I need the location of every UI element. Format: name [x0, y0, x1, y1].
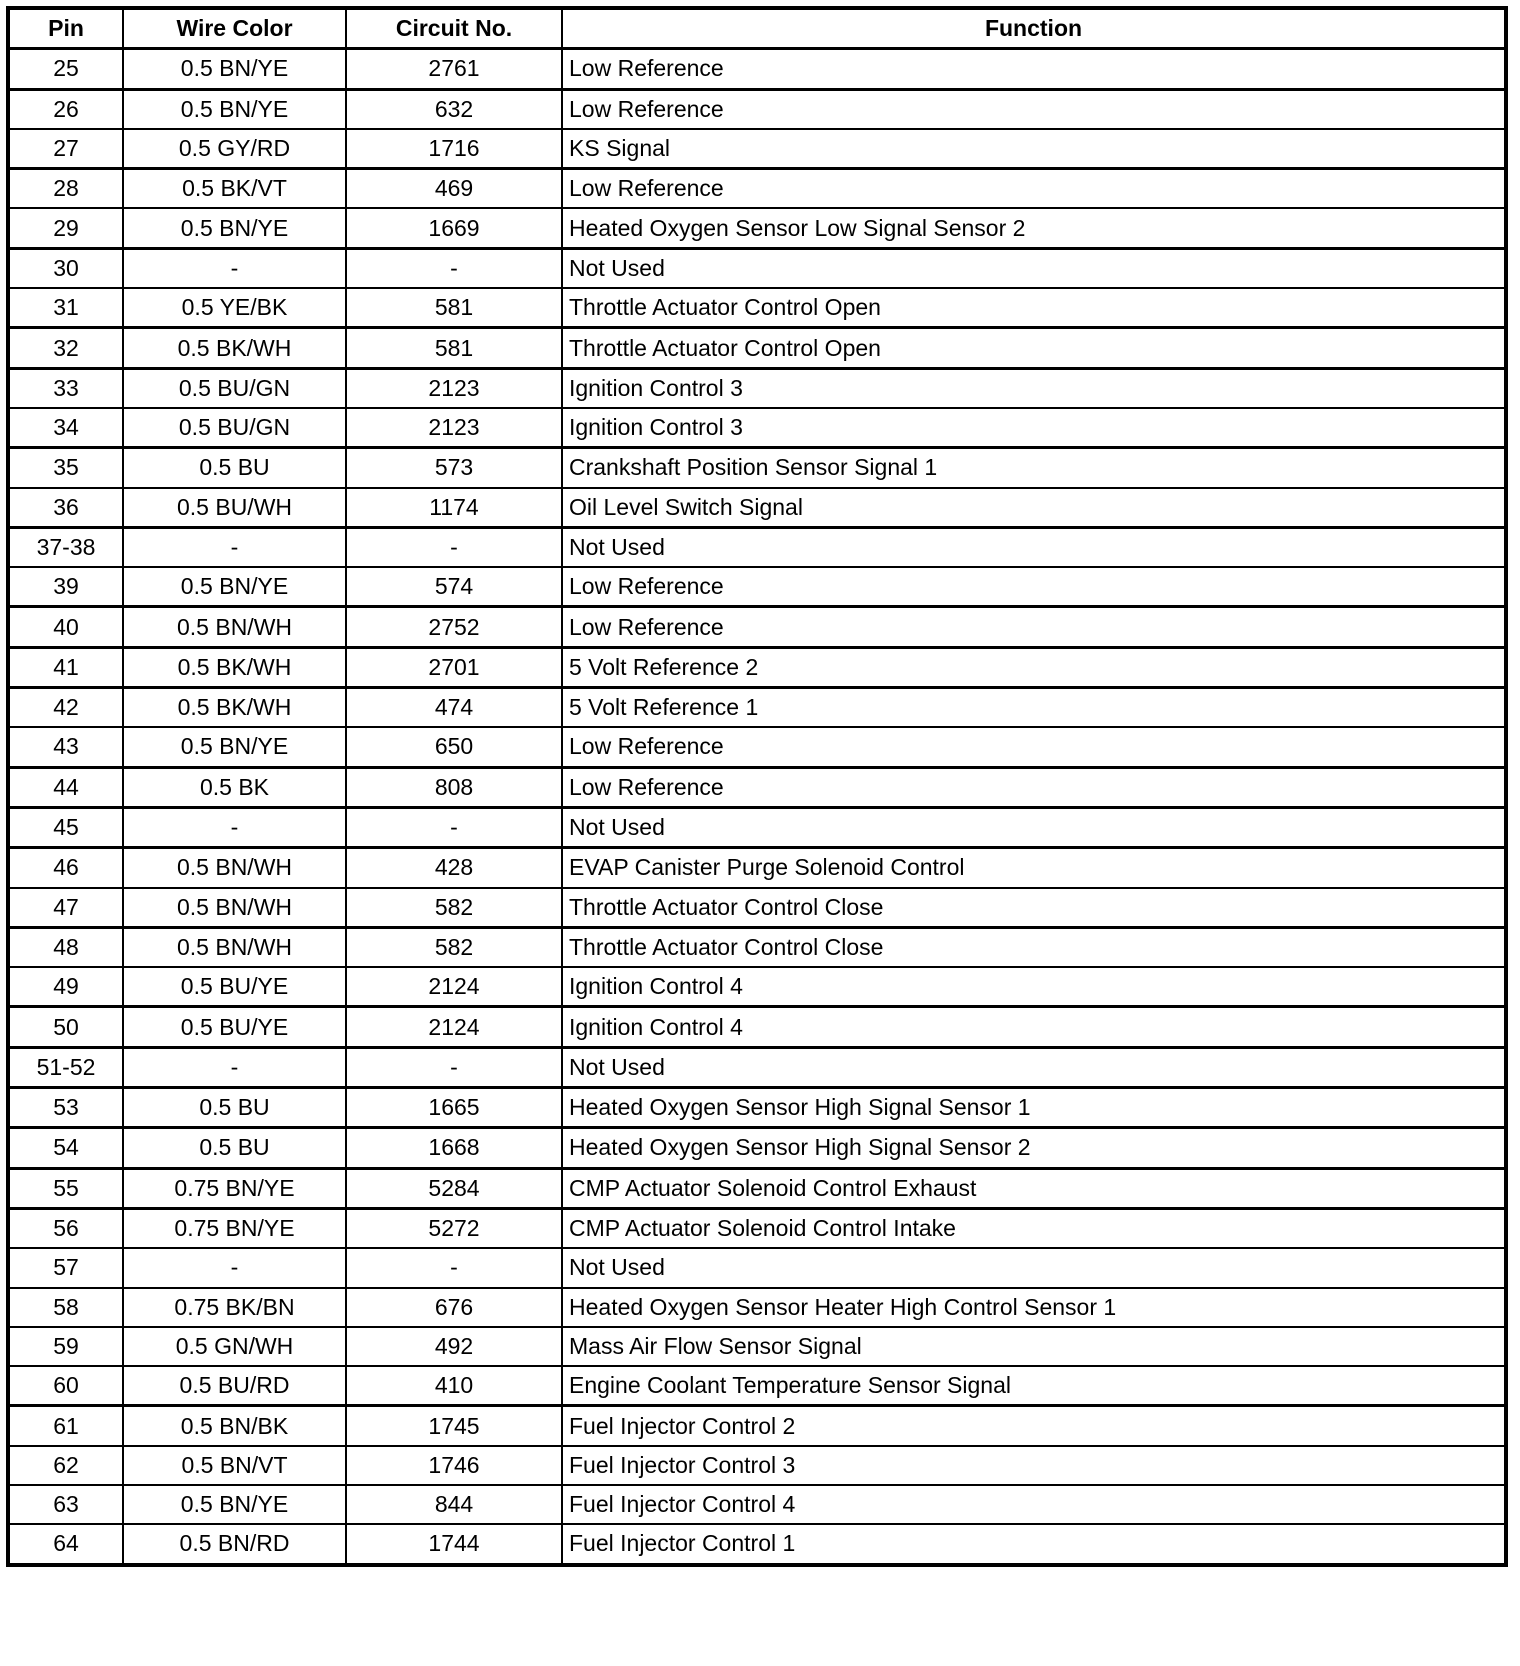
circuit-no-cell: -	[346, 1248, 562, 1287]
wire-color-cell: 0.5 BK/WH	[123, 688, 346, 728]
pin-cell: 41	[8, 647, 123, 687]
wire-color-cell: 0.5 BU/GN	[123, 408, 346, 448]
pin-cell: 57	[8, 1248, 123, 1287]
circuit-no-cell: 632	[346, 89, 562, 129]
table-row	[8, 1366, 1506, 1406]
function-cell: Fuel Injector Control 1	[562, 1524, 1506, 1564]
table-row	[8, 727, 1506, 767]
table-row	[8, 89, 1506, 129]
circuit-no-cell: 574	[346, 567, 562, 607]
function-cell: Engine Coolant Temperature Sensor Signal	[562, 1366, 1506, 1406]
wire-color-cell: 0.5 BN/WH	[123, 607, 346, 647]
function-cell: Fuel Injector Control 4	[562, 1485, 1506, 1524]
table-body	[8, 49, 1506, 1565]
function-cell: Low Reference	[562, 607, 1506, 647]
pin-cell: 53	[8, 1088, 123, 1128]
function-cell: 5 Volt Reference 2	[562, 647, 1506, 687]
header-wire-color: Wire Color	[123, 8, 346, 49]
function-cell: CMP Actuator Solenoid Control Exhaust	[562, 1168, 1506, 1208]
wire-color-cell: -	[123, 527, 346, 567]
wire-color-cell: -	[123, 807, 346, 847]
header-function: Function	[562, 8, 1506, 49]
pin-cell: 64	[8, 1524, 123, 1564]
function-cell: Heated Oxygen Sensor Low Signal Sensor 2	[562, 208, 1506, 248]
wire-color-cell: 0.75 BN/YE	[123, 1168, 346, 1208]
function-cell: Fuel Injector Control 2	[562, 1406, 1506, 1446]
pin-cell: 56	[8, 1208, 123, 1248]
circuit-no-cell: 2123	[346, 408, 562, 448]
table-row	[8, 288, 1506, 328]
table-row	[8, 1007, 1506, 1047]
header-row	[8, 8, 1506, 49]
function-cell: Heated Oxygen Sensor High Signal Sensor 1	[562, 1088, 1506, 1128]
table-row	[8, 807, 1506, 847]
table-row	[8, 1208, 1506, 1248]
circuit-no-cell: -	[346, 248, 562, 288]
pin-cell: 37-38	[8, 527, 123, 567]
function-cell: Ignition Control 4	[562, 967, 1506, 1007]
table-row	[8, 129, 1506, 169]
wire-color-cell: 0.5 YE/BK	[123, 288, 346, 328]
wire-color-cell: 0.5 BN/WH	[123, 888, 346, 928]
wire-color-cell: -	[123, 248, 346, 288]
function-cell: Crankshaft Position Sensor Signal 1	[562, 448, 1506, 488]
table-row	[8, 767, 1506, 807]
circuit-no-cell: 5272	[346, 1208, 562, 1248]
wire-color-cell: 0.5 BN/WH	[123, 927, 346, 967]
wire-color-cell: 0.5 BK/WH	[123, 647, 346, 687]
wire-color-cell: 0.5 BK/VT	[123, 169, 346, 209]
wire-color-cell: 0.5 BN/YE	[123, 49, 346, 89]
table-row	[8, 49, 1506, 89]
table-row	[8, 927, 1506, 967]
circuit-no-cell: 1746	[346, 1446, 562, 1485]
circuit-no-cell: 844	[346, 1485, 562, 1524]
function-cell: Low Reference	[562, 727, 1506, 767]
pin-cell: 36	[8, 488, 123, 528]
function-cell: Mass Air Flow Sensor Signal	[562, 1327, 1506, 1366]
circuit-no-cell: 492	[346, 1327, 562, 1366]
wire-color-cell: 0.5 GN/WH	[123, 1327, 346, 1366]
wire-color-cell: 0.5 BN/BK	[123, 1406, 346, 1446]
pin-cell: 35	[8, 448, 123, 488]
wire-color-cell: 0.5 GY/RD	[123, 129, 346, 169]
pin-cell: 29	[8, 208, 123, 248]
circuit-no-cell: -	[346, 527, 562, 567]
circuit-no-cell: 1174	[346, 488, 562, 528]
wire-color-cell: 0.5 BN/YE	[123, 1485, 346, 1524]
circuit-no-cell: 410	[346, 1366, 562, 1406]
circuit-no-cell: 2701	[346, 647, 562, 687]
circuit-no-cell: 573	[346, 448, 562, 488]
circuit-no-cell: 1668	[346, 1128, 562, 1168]
pin-cell: 49	[8, 967, 123, 1007]
wire-color-cell: 0.5 BN/VT	[123, 1446, 346, 1485]
function-cell: Ignition Control 3	[562, 408, 1506, 448]
table-row	[8, 328, 1506, 368]
circuit-no-cell: 2752	[346, 607, 562, 647]
header-pin: Pin	[8, 8, 123, 49]
table-row	[8, 1128, 1506, 1168]
circuit-no-cell: -	[346, 1047, 562, 1087]
circuit-no-cell: 1665	[346, 1088, 562, 1128]
function-cell: Low Reference	[562, 49, 1506, 89]
circuit-no-cell: 1716	[346, 129, 562, 169]
circuit-no-cell: 650	[346, 727, 562, 767]
pin-cell: 54	[8, 1128, 123, 1168]
function-cell: CMP Actuator Solenoid Control Intake	[562, 1208, 1506, 1248]
table-row	[8, 1168, 1506, 1208]
circuit-no-cell: 2123	[346, 368, 562, 408]
pin-cell: 30	[8, 248, 123, 288]
connector-pinout-table	[6, 6, 1508, 1567]
function-cell: Not Used	[562, 1248, 1506, 1287]
table-row	[8, 1524, 1506, 1564]
function-cell: Throttle Actuator Control Open	[562, 328, 1506, 368]
circuit-no-cell: 581	[346, 288, 562, 328]
table-row	[8, 1327, 1506, 1366]
function-cell: Not Used	[562, 248, 1506, 288]
pin-cell: 31	[8, 288, 123, 328]
function-cell: Ignition Control 4	[562, 1007, 1506, 1047]
table-row	[8, 688, 1506, 728]
wire-color-cell: 0.5 BU	[123, 1128, 346, 1168]
wire-color-cell: 0.5 BU	[123, 448, 346, 488]
pin-cell: 25	[8, 49, 123, 89]
wire-color-cell: 0.5 BU/RD	[123, 1366, 346, 1406]
table-row	[8, 208, 1506, 248]
pin-cell: 44	[8, 767, 123, 807]
circuit-no-cell: -	[346, 807, 562, 847]
circuit-no-cell: 5284	[346, 1168, 562, 1208]
function-cell: KS Signal	[562, 129, 1506, 169]
pin-cell: 27	[8, 129, 123, 169]
pin-cell: 60	[8, 1366, 123, 1406]
circuit-no-cell: 1745	[346, 1406, 562, 1446]
pin-cell: 61	[8, 1406, 123, 1446]
table-header	[8, 8, 1506, 49]
pin-cell: 28	[8, 169, 123, 209]
circuit-no-cell: 676	[346, 1288, 562, 1327]
pinout-table-container	[6, 6, 1508, 1567]
function-cell: Low Reference	[562, 767, 1506, 807]
table-row	[8, 169, 1506, 209]
circuit-no-cell: 2124	[346, 1007, 562, 1047]
table-row	[8, 888, 1506, 928]
table-row	[8, 1248, 1506, 1287]
circuit-no-cell: 469	[346, 169, 562, 209]
pin-cell: 59	[8, 1327, 123, 1366]
pin-cell: 63	[8, 1485, 123, 1524]
circuit-no-cell: 582	[346, 927, 562, 967]
circuit-no-cell: 1669	[346, 208, 562, 248]
pin-cell: 34	[8, 408, 123, 448]
pin-cell: 46	[8, 848, 123, 888]
function-cell: 5 Volt Reference 1	[562, 688, 1506, 728]
table-row	[8, 368, 1506, 408]
circuit-no-cell: 2124	[346, 967, 562, 1007]
pin-cell: 42	[8, 688, 123, 728]
pin-cell: 26	[8, 89, 123, 129]
wire-color-cell: 0.5 BU/YE	[123, 1007, 346, 1047]
table-row	[8, 848, 1506, 888]
circuit-no-cell: 474	[346, 688, 562, 728]
pin-cell: 45	[8, 807, 123, 847]
table-row	[8, 1288, 1506, 1327]
function-cell: Not Used	[562, 527, 1506, 567]
function-cell: Heated Oxygen Sensor High Signal Sensor 2	[562, 1128, 1506, 1168]
header-circuit-no: Circuit No.	[346, 8, 562, 49]
wire-color-cell: -	[123, 1248, 346, 1287]
function-cell: Ignition Control 3	[562, 368, 1506, 408]
wire-color-cell: 0.5 BU/YE	[123, 967, 346, 1007]
wire-color-cell: 0.5 BN/YE	[123, 208, 346, 248]
function-cell: Oil Level Switch Signal	[562, 488, 1506, 528]
pin-cell: 50	[8, 1007, 123, 1047]
pin-cell: 43	[8, 727, 123, 767]
pin-cell: 62	[8, 1446, 123, 1485]
wire-color-cell: 0.5 BN/YE	[123, 567, 346, 607]
function-cell: Throttle Actuator Control Close	[562, 888, 1506, 928]
wire-color-cell: 0.5 BU/WH	[123, 488, 346, 528]
table-row	[8, 1088, 1506, 1128]
pin-cell: 51-52	[8, 1047, 123, 1087]
table-row	[8, 1446, 1506, 1485]
wire-color-cell: 0.75 BN/YE	[123, 1208, 346, 1248]
table-row	[8, 1406, 1506, 1446]
table-row	[8, 1047, 1506, 1087]
circuit-no-cell: 808	[346, 767, 562, 807]
table-row	[8, 448, 1506, 488]
table-row	[8, 647, 1506, 687]
wire-color-cell: -	[123, 1047, 346, 1087]
table-row	[8, 408, 1506, 448]
pin-cell: 39	[8, 567, 123, 607]
function-cell: Fuel Injector Control 3	[562, 1446, 1506, 1485]
function-cell: Throttle Actuator Control Open	[562, 288, 1506, 328]
pin-cell: 55	[8, 1168, 123, 1208]
table-row	[8, 567, 1506, 607]
circuit-no-cell: 2761	[346, 49, 562, 89]
function-cell: EVAP Canister Purge Solenoid Control	[562, 848, 1506, 888]
wire-color-cell: 0.5 BK/WH	[123, 328, 346, 368]
table-row	[8, 248, 1506, 288]
function-cell: Not Used	[562, 1047, 1506, 1087]
wire-color-cell: 0.75 BK/BN	[123, 1288, 346, 1327]
function-cell: Throttle Actuator Control Close	[562, 927, 1506, 967]
pin-cell: 47	[8, 888, 123, 928]
pin-cell: 32	[8, 328, 123, 368]
function-cell: Heated Oxygen Sensor Heater High Control Sensor 1	[562, 1288, 1506, 1327]
circuit-no-cell: 581	[346, 328, 562, 368]
circuit-no-cell: 428	[346, 848, 562, 888]
wire-color-cell: 0.5 BN/YE	[123, 89, 346, 129]
pin-cell: 48	[8, 927, 123, 967]
table-row	[8, 488, 1506, 528]
function-cell: Low Reference	[562, 89, 1506, 129]
pin-cell: 40	[8, 607, 123, 647]
wire-color-cell: 0.5 BN/WH	[123, 848, 346, 888]
circuit-no-cell: 1744	[346, 1524, 562, 1564]
wire-color-cell: 0.5 BK	[123, 767, 346, 807]
function-cell: Low Reference	[562, 169, 1506, 209]
wire-color-cell: 0.5 BU	[123, 1088, 346, 1128]
function-cell: Not Used	[562, 807, 1506, 847]
circuit-no-cell: 582	[346, 888, 562, 928]
wire-color-cell: 0.5 BU/GN	[123, 368, 346, 408]
wire-color-cell: 0.5 BN/YE	[123, 727, 346, 767]
table-row	[8, 967, 1506, 1007]
pin-cell: 33	[8, 368, 123, 408]
table-row	[8, 607, 1506, 647]
table-row	[8, 527, 1506, 567]
wire-color-cell: 0.5 BN/RD	[123, 1524, 346, 1564]
table-row	[8, 1485, 1506, 1524]
pin-cell: 58	[8, 1288, 123, 1327]
function-cell: Low Reference	[562, 567, 1506, 607]
